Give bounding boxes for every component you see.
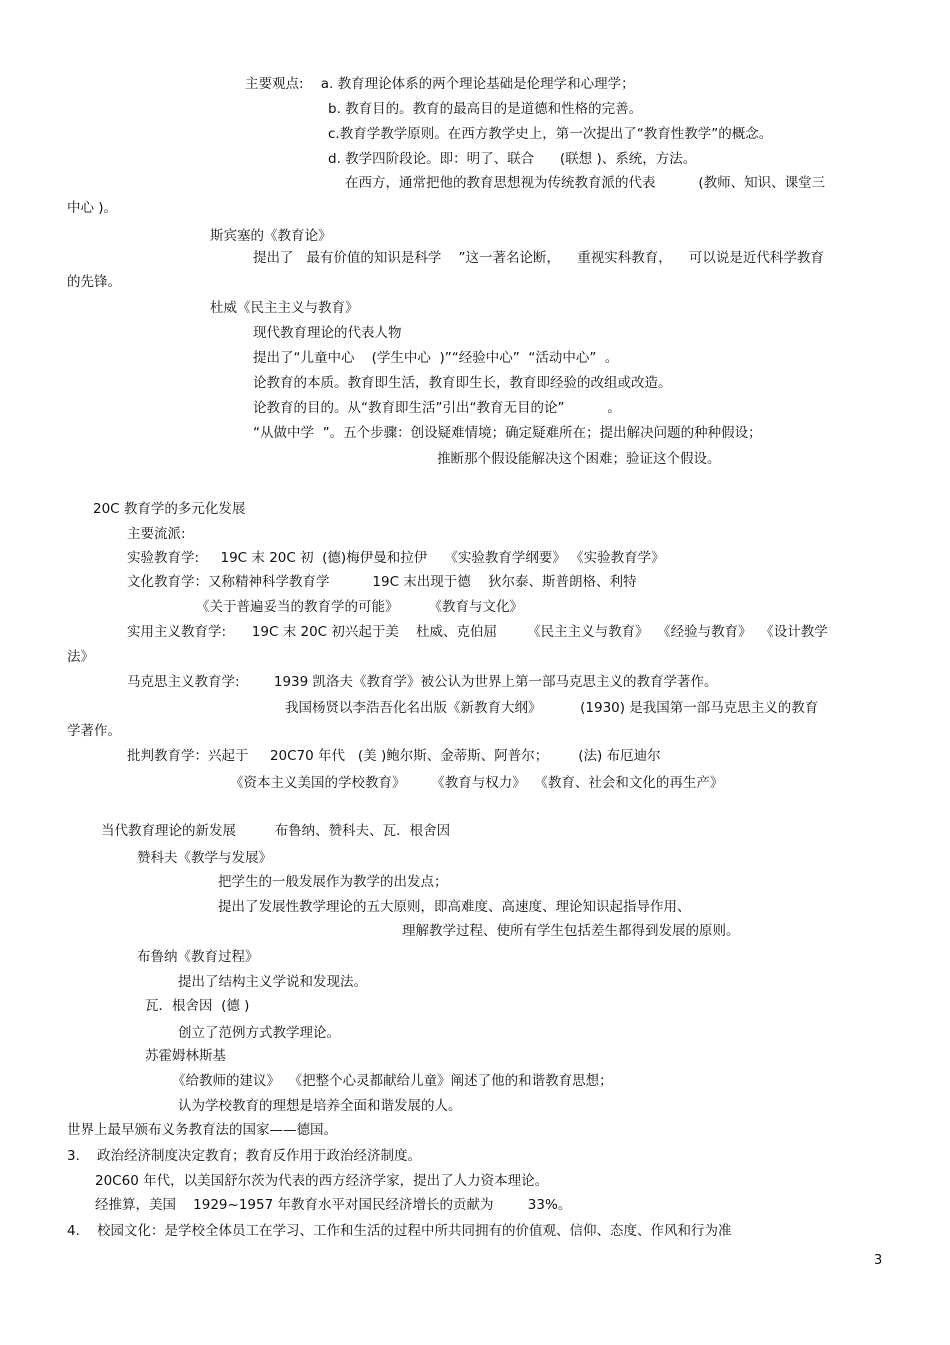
herbart-main-views: 主要观点: a. 教育理论体系的两个理论基础是伦理学和心理学； xyxy=(245,76,635,92)
marxist-pedagogy: 马克思主义教育学: 1939 凯洛夫《教育学》被公认为世界上第一部马克思主义的教育学著作。 xyxy=(127,674,718,690)
sukhomlinsky-point-2: 认为学校教育的理想是培养全面和谐发展的人。 xyxy=(178,1098,462,1114)
zankov-point-1: 把学生的一般发展作为教学的出发点； xyxy=(218,874,448,890)
marxist-pedagogy-china-cont: 学著作。 xyxy=(67,723,121,739)
bruner-point: 提出了结构主义学说和发现法。 xyxy=(178,974,367,990)
zankov-heading: 赞科夫《教学与发展》 xyxy=(137,850,272,866)
critical-pedagogy-works: 《资本主义美国的学校教育》 《教育与权力》 《教育、社会和文化的再生产》 xyxy=(230,775,724,791)
cultural-pedagogy: 文化教育学：又称精神科学教育学 19C 末出现于德 狄尔泰、斯普朗格、利特 xyxy=(127,574,637,590)
spencer-claim-cont: 的先锋。 xyxy=(67,274,121,290)
cultural-pedagogy-works: 《关于普遍妥当的教育学的可能》 《教育与文化》 xyxy=(196,599,524,615)
spencer-heading: 斯宾塞的《教育论》 xyxy=(210,228,332,244)
pragmatism-pedagogy-cont: 法》 xyxy=(67,649,94,665)
herbart-view-b: b. 教育目的。教育的最高目的是道德和性格的完善。 xyxy=(328,101,643,117)
marxist-pedagogy-china: 我国杨贤以李浩吾化名出版《新教育大纲》 (1930) 是我国第一部马克思主义的教育 xyxy=(285,700,819,716)
section-20c-heading: 20C 教育学的多元化发展 xyxy=(93,501,246,517)
zankov-point-2-cont: 理解教学过程、使所有学生包括差生都得到发展的原则。 xyxy=(402,923,740,939)
herbart-traditional-school: 在西方，通常把他的教育思想视为传统教育派的代表 (教师、知识、课堂三 xyxy=(345,175,826,191)
dewey-point-4: 论教育的目的。从“教育即生活”引出“教育无目的论” 。 xyxy=(253,400,621,416)
item-4: 4. 校园文化：是学校全体员工在学习、工作和生活的过程中所共同拥有的价值观、信仰、态度、作风和行为准 xyxy=(67,1223,732,1239)
item-3-human-capital: 20C60 年代，以美国舒尔茨为代表的西方经济学家，提出了人力资本理论。 xyxy=(95,1173,549,1189)
zankov-point-2: 提出了发展性教学理论的五大原则，即高难度、高速度、理论知识起指导作用、 xyxy=(218,899,691,915)
experimental-pedagogy: 实验教育学: 19C 末 20C 初 (德)梅伊曼和拉伊 《实验教育学纲要》 《实验教育学》 xyxy=(127,550,665,566)
herbart-view-c: c.教育学教学原则。在西方教学史上，第一次提出了“教育性教学”的概念。 xyxy=(328,126,773,142)
sukhomlinsky-heading: 苏霍姆林斯基 xyxy=(145,1048,226,1064)
dewey-point-3: 论教育的本质。教育即生活，教育即生长，教育即经验的改组或改造。 xyxy=(253,375,672,391)
herbart-view-d: d. 教学四阶段论。即：明了、联合 (联想 )、系统，方法。 xyxy=(328,151,697,167)
dewey-point-2: 提出了“儿童中心 (学生中心 )”“经验中心” “活动中心” 。 xyxy=(253,350,619,366)
wagenschein-heading: 瓦．根舍因 (德 ) xyxy=(145,998,250,1014)
dewey-point-5: “从做中学 ”。五个步骤：创设疑难情境；确定疑难所在；提出解决问题的种种假设； xyxy=(253,425,762,441)
sukhomlinsky-point-1: 《给教师的建议》 《把整个心灵都献给儿童》阐述了他的和谐教育思想； xyxy=(172,1073,613,1089)
item-3: 3. 政治经济制度决定教育；教育反作用于政治经济制度。 xyxy=(67,1148,422,1164)
dewey-heading: 杜威《民主主义与教育》 xyxy=(210,300,359,316)
item-3-contribution: 经推算，美国 1929~1957 年教育水平对国民经济增长的贡献为 33%。 xyxy=(95,1197,572,1213)
bruner-heading: 布鲁纳《教育过程》 xyxy=(137,949,259,965)
dewey-point-5-cont: 推断那个假设能解决这个困难；验证这个假设。 xyxy=(437,451,721,467)
page-number: 3 xyxy=(874,1253,883,1268)
dewey-point-1: 现代教育理论的代表人物 xyxy=(253,325,402,341)
critical-pedagogy: 批判教育学：兴起于 20C70 年代 (美 )鲍尔斯、金蒂斯、阿普尔； (法) 布厄迪尔 xyxy=(127,748,661,764)
herbart-traditional-school-cont: 中心 )。 xyxy=(67,200,118,216)
spencer-claim: 提出了 最有价值的知识是科学 ”这一著名论断， 重视实科教育， 可以说是近代科学教育 xyxy=(253,250,824,266)
main-schools-label: 主要流派: xyxy=(127,526,186,542)
compulsory-education-fact: 世界上最早颁布义务教育法的国家——德国。 xyxy=(67,1122,337,1138)
contemporary-heading: 当代教育理论的新发展 布鲁纳、赞科夫、瓦．根舍因 xyxy=(101,823,451,839)
pragmatism-pedagogy: 实用主义教育学: 19C 末 20C 初兴起于美 杜威、克伯屈 《民主主义与教育》 《经验与教育》 《设计教学 xyxy=(127,624,828,640)
wagenschein-point: 创立了范例方式教学理论。 xyxy=(178,1025,340,1041)
